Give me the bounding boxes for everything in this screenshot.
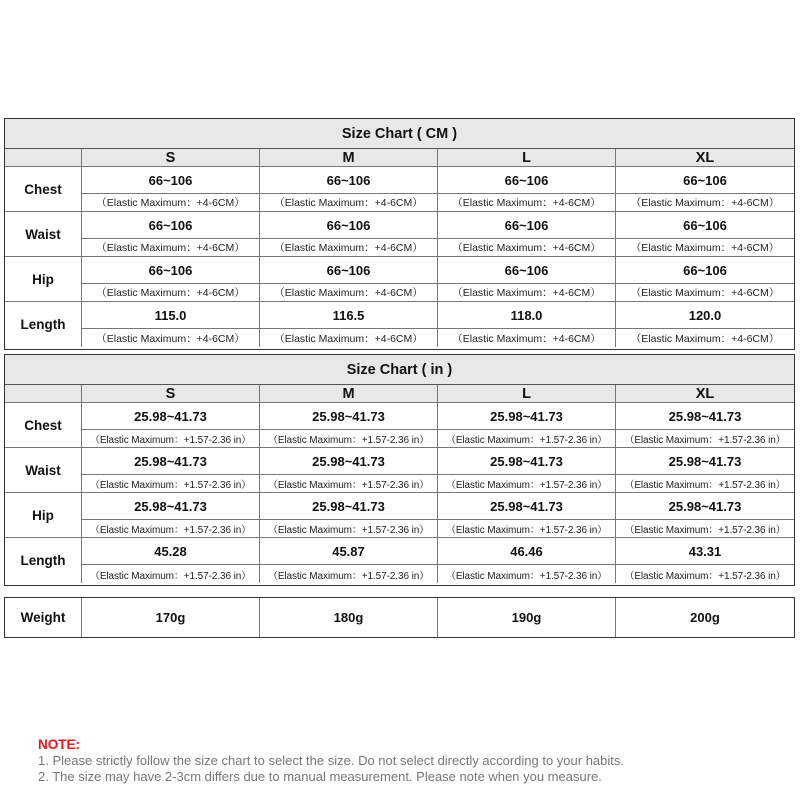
cell-note: （Elastic Maximum：+1.57-2.36 in）	[438, 520, 616, 538]
cell-note: （Elastic Maximum：+4-6CM）	[260, 329, 438, 347]
cell-value: 66~106	[260, 257, 438, 284]
cell-note: （Elastic Maximum：+4-6CM）	[260, 239, 438, 257]
cell-note: （Elastic Maximum：+1.57-2.36 in）	[82, 520, 260, 538]
cell-note: （Elastic Maximum：+4-6CM）	[616, 194, 794, 212]
cell-note: （Elastic Maximum：+4-6CM）	[82, 239, 260, 257]
cell-note: （Elastic Maximum：+4-6CM）	[630, 332, 780, 345]
size-header-s: S	[82, 385, 260, 403]
cell-note: （Elastic Maximum：+1.57-2.36 in）	[624, 570, 786, 582]
cell-value: 66~106	[82, 212, 260, 239]
cell-value: 66~106	[82, 167, 260, 194]
note-heading: NOTE:	[38, 737, 80, 752]
size-header-m: M	[260, 385, 438, 403]
cell-value: 25.98~41.73	[260, 448, 438, 475]
cell-value: 45.87	[260, 538, 438, 565]
note-line: 1. Please strictly follow the size chart to select the size. Do not select directly according to your habits.	[38, 753, 624, 768]
cell-note: （Elastic Maximum：+1.57-2.36 in）	[438, 565, 616, 583]
row-label-chest: Chest	[5, 403, 82, 448]
row-label-waist: Waist	[5, 212, 82, 257]
cell-note: （Elastic Maximum：+1.57-2.36 in）	[616, 430, 794, 448]
cell-value: 25.98~41.73	[82, 493, 260, 520]
header-corner	[5, 149, 82, 167]
cell-value: 66~106	[616, 212, 794, 239]
cell-value: 25.98~41.73	[260, 403, 438, 430]
cell-note: （Elastic Maximum：+4-6CM）	[82, 329, 260, 347]
cell-value: 118.0	[438, 302, 616, 329]
size-header-xl: XL	[616, 385, 794, 403]
cell-note: （Elastic Maximum：+4-6CM）	[82, 194, 260, 212]
size-header-xl: XL	[616, 149, 794, 167]
cell-note: （Elastic Maximum：+4-6CM）	[438, 194, 616, 212]
cell-value: 66~106	[260, 167, 438, 194]
size-header-s: S	[82, 149, 260, 167]
weight-value-l: 190g	[438, 598, 616, 637]
cell-note: （Elastic Maximum：+1.57-2.36 in）	[260, 475, 438, 493]
cell-note: （Elastic Maximum：+1.57-2.36 in）	[82, 475, 260, 493]
cell-value: 25.98~41.73	[616, 448, 794, 475]
cell-note: （Elastic Maximum：+1.57-2.36 in）	[616, 520, 794, 538]
cell-note: （Elastic Maximum：+1.57-2.36 in）	[438, 475, 616, 493]
cell-value: 66~106	[438, 167, 616, 194]
header-corner	[5, 385, 82, 403]
size-chart-cm-table	[4, 118, 795, 350]
cell-note: （Elastic Maximum：+4-6CM）	[82, 284, 260, 302]
cell-value: 46.46	[438, 538, 616, 565]
cell-note: （Elastic Maximum：+1.57-2.36 in）	[82, 565, 260, 583]
cell-value: 66~106	[82, 257, 260, 284]
cell-value: 25.98~41.73	[616, 403, 794, 430]
row-label-length: Length	[5, 538, 82, 583]
cell-value: 116.5	[260, 302, 438, 329]
cell-note: （Elastic Maximum：+1.57-2.36 in）	[260, 430, 438, 448]
cell-note: （Elastic Maximum：+1.57-2.36 in）	[260, 520, 438, 538]
row-label-waist: Waist	[5, 448, 82, 493]
cell-note: （Elastic Maximum：+4-6CM）	[438, 284, 616, 302]
cell-value: 66~106	[616, 257, 794, 284]
cell-note: （Elastic Maximum：+4-6CM）	[438, 239, 616, 257]
cell-value: 25.98~41.73	[616, 493, 794, 520]
cell-value: 120.0	[616, 302, 794, 329]
cell-note: （Elastic Maximum：+4-6CM）	[616, 239, 794, 257]
row-label-hip: Hip	[5, 257, 82, 302]
size-chart-cm-title: Size Chart ( CM )	[5, 119, 794, 149]
cell-value: 115.0	[82, 302, 260, 329]
row-label-chest: Chest	[5, 167, 82, 212]
note-line: 2. The size may have 2-3cm differs due to manual measurement. Please note when you measure.	[38, 769, 602, 784]
weight-value-m: 180g	[260, 598, 438, 637]
cell-value: 25.98~41.73	[438, 448, 616, 475]
cell-value: 25.98~41.73	[82, 403, 260, 430]
weight-value-xl: 200g	[690, 610, 720, 625]
cell-value: 45.28	[82, 538, 260, 565]
size-chart-in-title: Size Chart ( in )	[5, 355, 794, 385]
weight-value-s: 170g	[82, 598, 260, 637]
size-chart-in-table	[4, 354, 795, 586]
size-header-m: M	[260, 149, 438, 167]
notes-section	[38, 737, 624, 785]
row-label-length: Length	[5, 302, 82, 347]
cell-note: （Elastic Maximum：+4-6CM）	[438, 329, 616, 347]
cell-value: 25.98~41.73	[260, 493, 438, 520]
cell-value: 25.98~41.73	[438, 403, 616, 430]
cell-note: （Elastic Maximum：+1.57-2.36 in）	[616, 475, 794, 493]
cell-note: （Elastic Maximum：+4-6CM）	[260, 284, 438, 302]
cell-value: 66~106	[438, 212, 616, 239]
cell-value: 66~106	[438, 257, 616, 284]
cell-value: 66~106	[260, 212, 438, 239]
cell-value: 25.98~41.73	[438, 493, 616, 520]
cell-value: 66~106	[616, 167, 794, 194]
cell-note: （Elastic Maximum：+4-6CM）	[260, 194, 438, 212]
cell-value: 43.31	[616, 538, 794, 565]
size-header-l: L	[438, 385, 616, 403]
cell-note: （Elastic Maximum：+1.57-2.36 in）	[260, 565, 438, 583]
cell-note: （Elastic Maximum：+4-6CM）	[616, 284, 794, 302]
size-header-l: L	[438, 149, 616, 167]
weight-table	[4, 597, 795, 638]
cell-value: 25.98~41.73	[82, 448, 260, 475]
cell-note: （Elastic Maximum：+1.57-2.36 in）	[82, 430, 260, 448]
cell-note: （Elastic Maximum：+1.57-2.36 in）	[438, 430, 616, 448]
row-label-hip: Hip	[5, 493, 82, 538]
row-label-weight: Weight	[5, 598, 82, 637]
